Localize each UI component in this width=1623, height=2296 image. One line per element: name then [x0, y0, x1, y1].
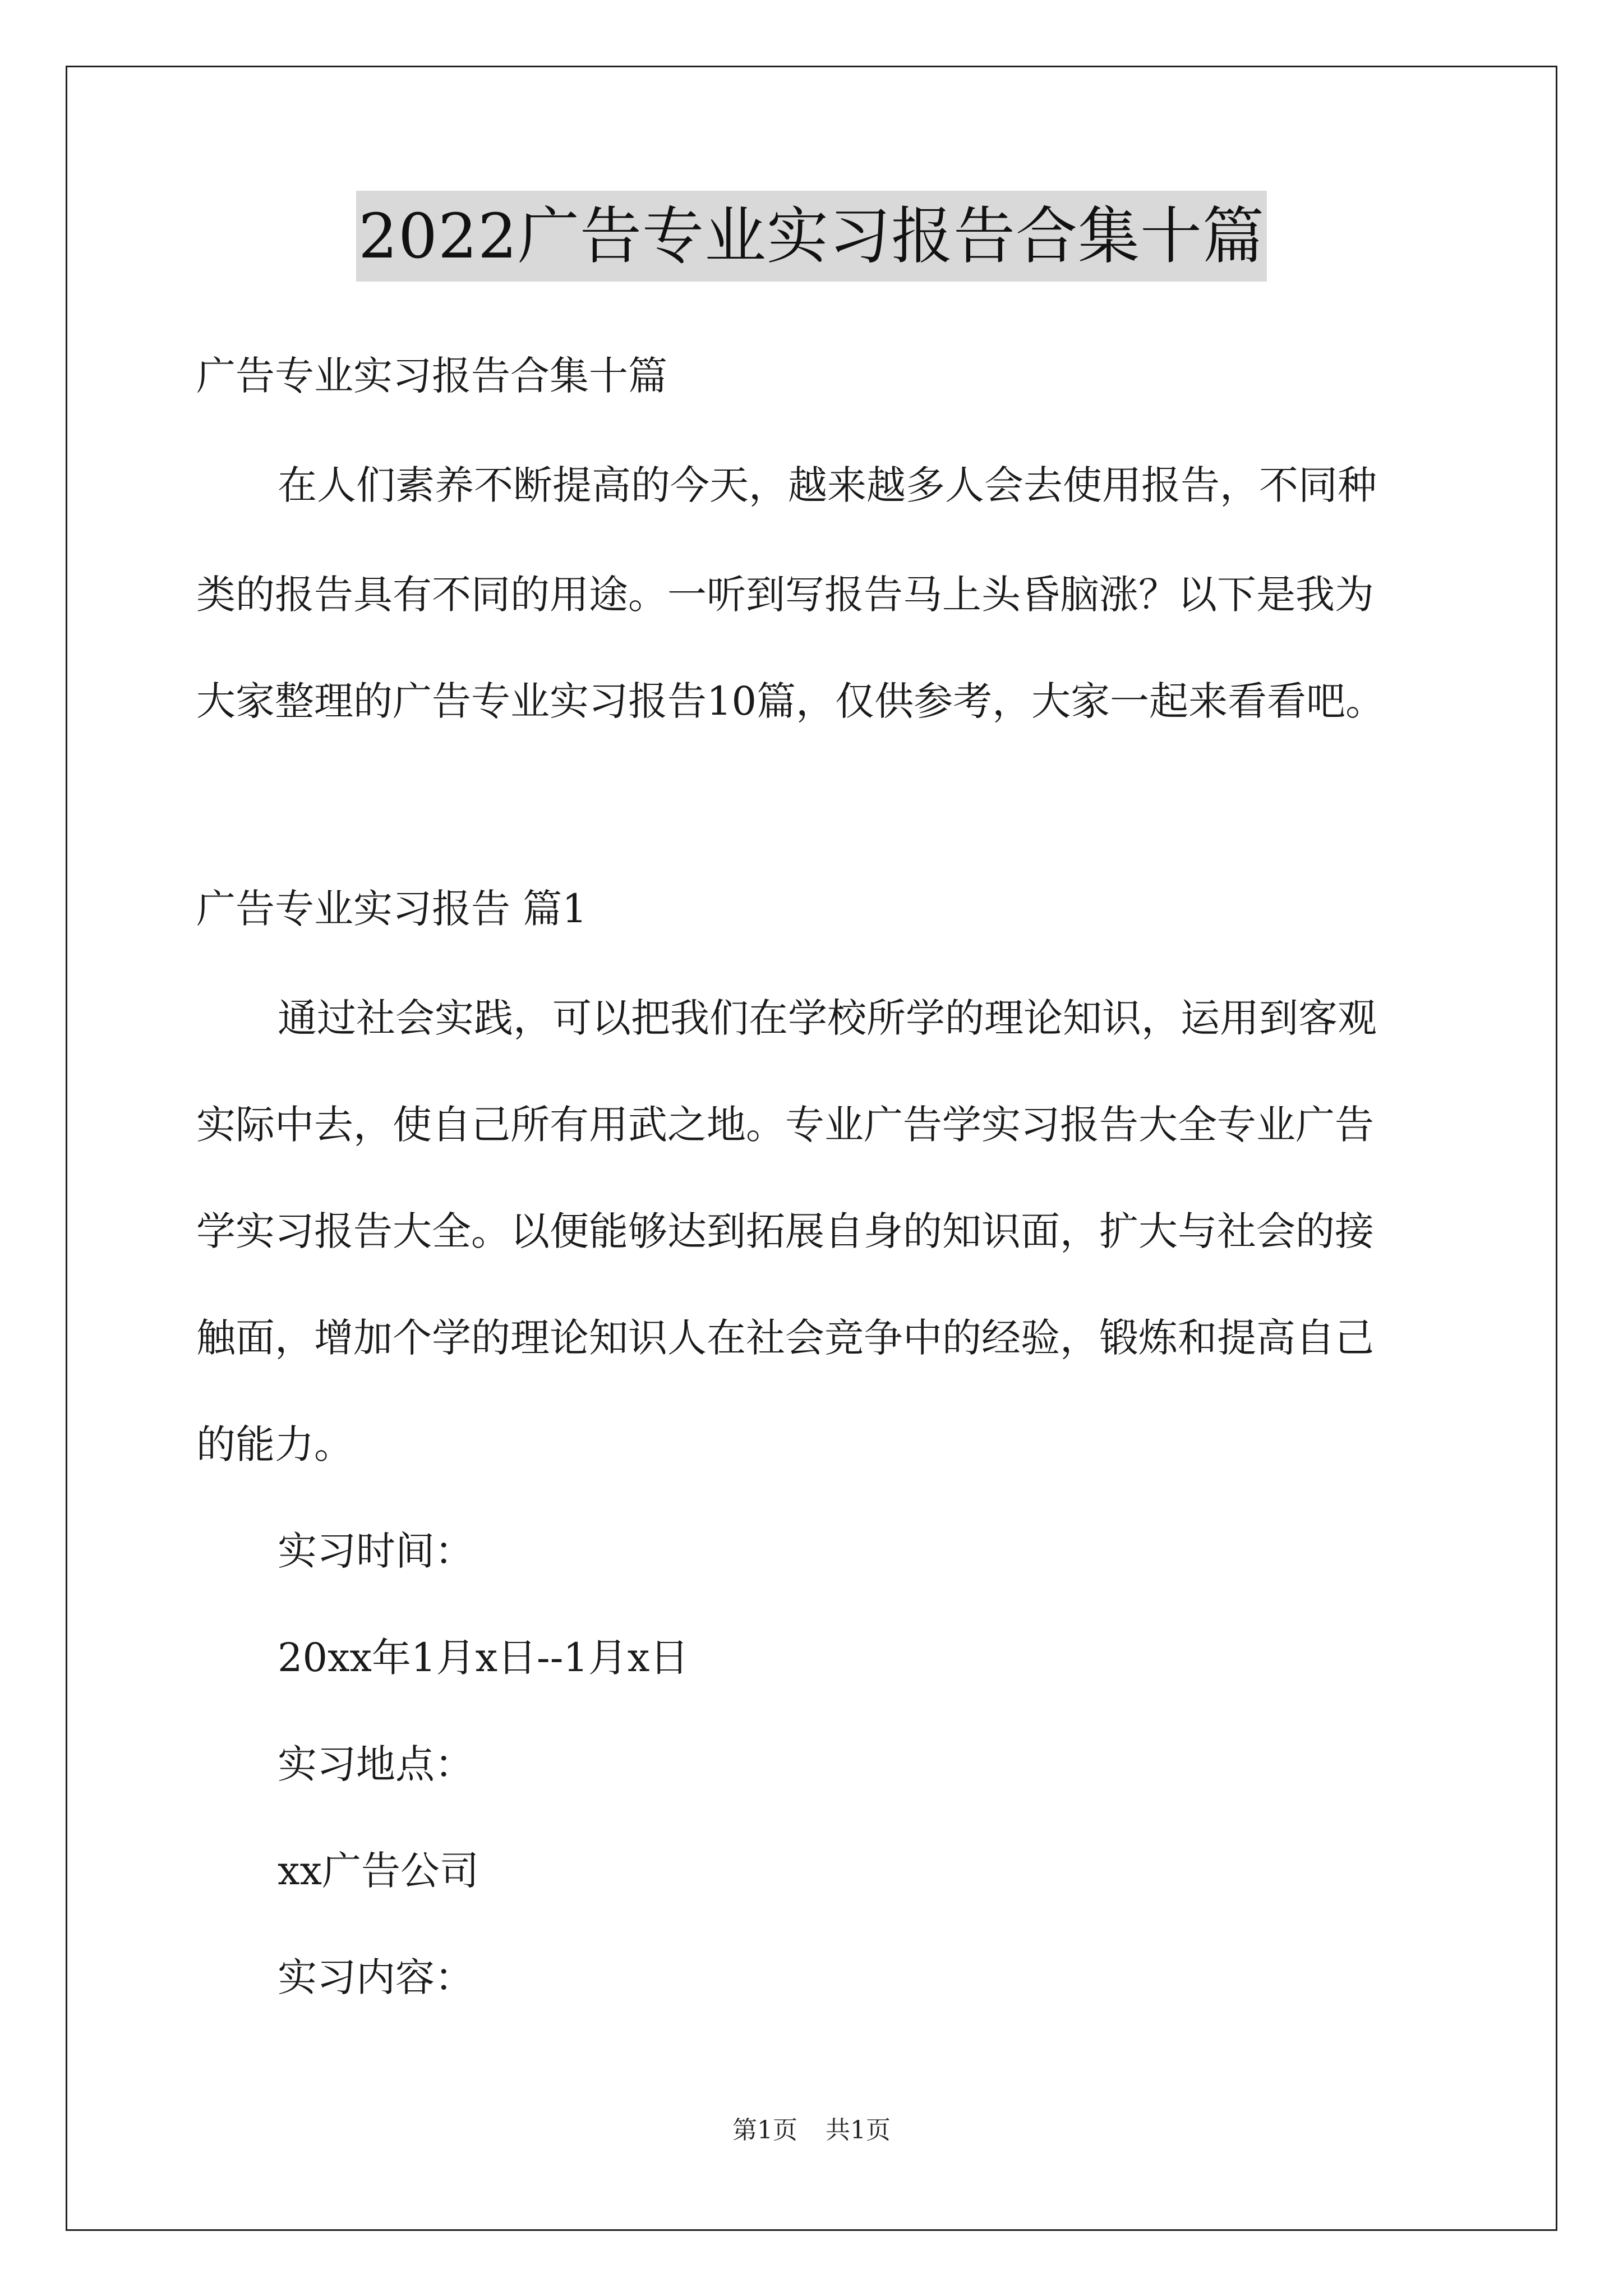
intro-line-1: 在人们素养不断提高的今天，越来越多人会去使用报告，不同种 — [278, 462, 1377, 508]
internship-content-label: 实习内容： — [278, 1954, 474, 2000]
internship-place-label: 实习地点： — [278, 1741, 474, 1787]
document-title: 2022广告专业实习报告合集十篇 — [356, 191, 1267, 282]
page-total: 共1页 — [826, 2116, 891, 2145]
body-line-5: 的能力。 — [196, 1421, 353, 1467]
section-heading: 广告专业实习报告 篇1 — [196, 886, 587, 932]
body-line-2: 实际中去，使自己所有用武之地。专业广告学实习报告大全专业广告 — [196, 1102, 1374, 1148]
internship-time-label: 实习时间： — [278, 1528, 474, 1574]
body-line-4: 触面，增加个学的理论知识人在社会竞争中的经验，锻炼和提高自己 — [196, 1315, 1374, 1361]
page-current: 第1页 — [732, 2116, 797, 2145]
intro-line-3: 大家整理的广告专业实习报告10篇，仅供参考，大家一起来看看吧。 — [196, 678, 1385, 724]
body-line-1: 通过社会实践，可以把我们在学校所学的理论知识，运用到客观 — [278, 995, 1377, 1041]
document-subtitle: 广告专业实习报告合集十篇 — [196, 353, 667, 399]
title-container — [0, 191, 1623, 282]
page-footer — [0, 2114, 1623, 2147]
body-line-3: 学实习报告大全。以便能够达到拓展自身的知识面，扩大与社会的接 — [196, 1208, 1374, 1254]
internship-place-value: xx广告公司 — [278, 1848, 479, 1894]
intro-line-2: 类的报告具有不同的用途。一听到写报告马上头昏脑涨？以下是我为 — [196, 572, 1374, 618]
internship-time-value: 20xx年1月x日--1月x日 — [278, 1635, 689, 1681]
